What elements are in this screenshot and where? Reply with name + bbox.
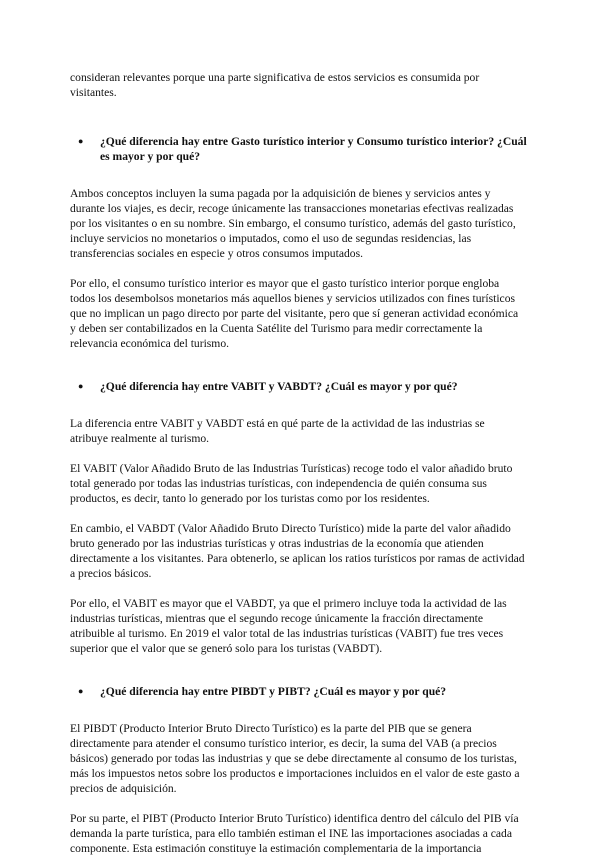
heading-pibdt-pibt bbox=[70, 684, 530, 699]
paragraph-vabdt-definicion: En cambio, el VABDT (Valor Añadido Bruto Directo Turístico) mide la parte del valor añadido bruto generado por las industrias turísticas y otras industrias de la economía que atienden directamente a los visitantes. Para obtenerlo, se aplican los ratios turísticos por ramas de actividad a precios básicos. bbox=[70, 522, 525, 580]
bullet-icon: ● bbox=[78, 136, 84, 146]
heading-text: ¿Qué diferencia hay entre PIBDT y PIBT? ¿Cuál es mayor y por qué? bbox=[100, 685, 447, 698]
paragraph-pibdt-definicion: El PIBDT (Producto Interior Bruto Directo Turístico) es la parte del PIB que se genera directamente para atender el consumo turístico interior, es decir, la suma del VAB (a precios básicos) generado por todas las industrias y que se debe directamente al consumo de los turistas, más los impuestos netos sobre los productos e importaciones incluidos en el valor de este gasto a precios de adquisición. bbox=[70, 722, 520, 795]
heading-vabit-vabdt bbox=[70, 379, 530, 394]
paragraph-consumo-mayor: Por ello, el consumo turístico interior es mayor que el gasto turístico interior porque engloba todos los desembolsos monetarios más aquellos bienes y servicios utilizados con fines turísticos que no implican un pago directo por parte del visitante, pero que sí generan actividad económica y deben ser contabilizados en la Cuenta Satélite del Turismo para medir correctamente la relevancia económica del turismo. bbox=[70, 277, 519, 350]
bullet-icon: ● bbox=[78, 381, 84, 391]
heading-text: ¿Qué diferencia hay entre VABIT y VABDT? ¿Cuál es mayor y por qué? bbox=[100, 380, 458, 393]
paragraph-vabit-definicion: El VABIT (Valor Añadido Bruto de las Industrias Turísticas) recoge todo el valor añadido bruto total generado por todas las industrias turísticas, con independencia de quién consuma sus productos, es decir, tanto lo generado por los turistas como por los residentes. bbox=[70, 462, 513, 505]
paragraph-pibt-definicion: Por su parte, el PIBT (Producto Interior Bruto Turístico) identifica dentro del cálculo del PIB vía demanda la parte turística, para ello también estiman el INE las importaciones asociadas a cada componente. Esta estimación constituye la estimación complementaria de la importancia bbox=[70, 812, 519, 855]
paragraph-vabit-diferencia: La diferencia entre VABIT y VABDT está en qué parte de la actividad de las industrias se atribuye realmente al turismo. bbox=[70, 417, 485, 445]
paragraph-intro: consideran relevantes porque una parte significativa de estos servicios es consumida por visitantes. bbox=[70, 71, 480, 99]
bullet-icon: ● bbox=[78, 686, 84, 696]
paragraph-vabit-mayor: Por ello, el VABIT es mayor que el VABDT, ya que el primero incluye toda la actividad de las industrias turísticas, mientras que el segundo recoge únicamente la fracción directamente atribuible al turismo. En 2019 el valor total de las industrias turísticas (VABIT) fue tres veces superior que el valor que se generó solo para los turistas (VABDT). bbox=[70, 597, 507, 655]
heading-text: ¿Qué diferencia hay entre Gasto turístico interior y Consumo turístico interior? ¿Cuál es mayor y por qué? bbox=[100, 135, 527, 163]
heading-gasto-consumo bbox=[70, 134, 530, 164]
paragraph-gasto-definicion: Ambos conceptos incluyen la suma pagada por la adquisición de bienes y servicios antes y durante los viajes, es decir, recoge únicamente las transacciones monetarias efectivas realizadas por los visitantes o en su nombre. Sin embargo, el consumo turístico, además del gasto turístico, incluye servicios no monetarios o imputados, como el uso de segundas residencias, las transferencias sociales en especie y otros consumos imputados. bbox=[70, 187, 516, 260]
